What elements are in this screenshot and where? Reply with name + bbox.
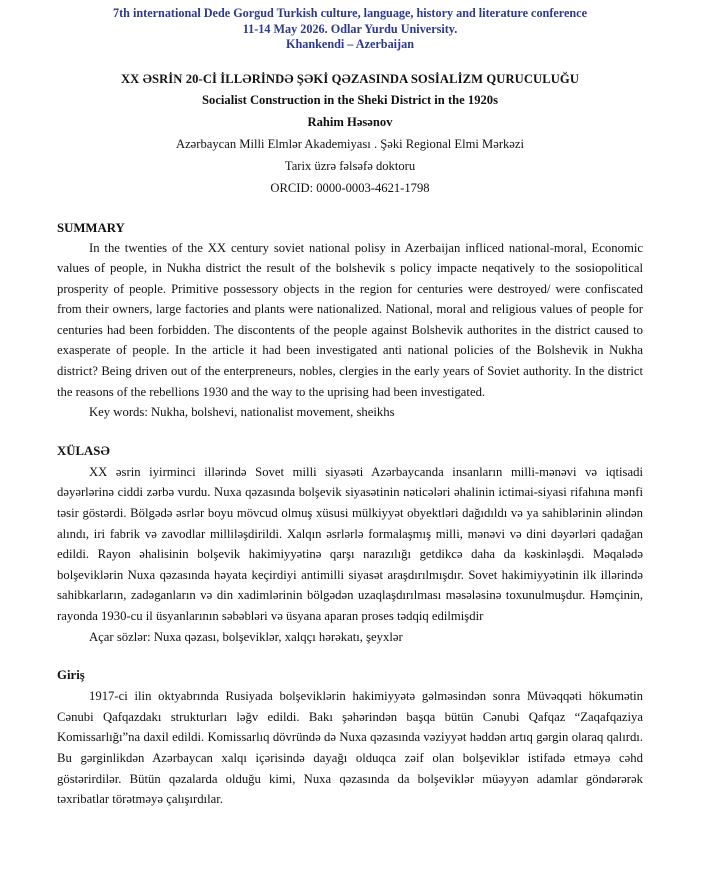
conference-title: 7th international Dede Gorgud Turkish culture, language, history and literature conference: [113, 6, 587, 20]
xulase-heading: XÜLASƏ: [57, 443, 110, 458]
summary-heading: SUMMARY: [57, 220, 125, 235]
conference-location: Khankendi – Azerbaijan: [286, 37, 414, 51]
article-subtitle: Socialist Construction in the Sheki District in the 1920s: [202, 92, 498, 107]
xulase-keywords: Açar sözlər: Nuxa qəzası, bolşeviklər, xalqçı hərəkatı, şeyxlər: [89, 629, 403, 644]
intro-section: [57, 668, 643, 810]
author-degree: Tarix üzrə fəlsəfə doktoru: [284, 158, 416, 173]
conference-header: [57, 6, 643, 53]
xulase-text: XX əsrin iyirminci illərində Sovet milli siyasəti Azərbaycanda insanların milli-mənəvi və iqtisadi dəyərlərinə ciddi zərbə vurdu. Nuxa qəzasında bolşevik siyasətinin nəticələri əhalinin ictimai-siyasi rifahına mənfi təsir göstərdi. Bölgədə əsrlər boyu mövcud olmuş xüsusi mülkiyyət obyektləri dağıdıldı və ya sahiblərinin əlindən alındı, iri fabrik və zavodlar milliləşdirildi. Xalqın əsrlərlə formalaşmış milli, mənəvi və dini dəyərləri qadağan edildi. Rayon əhalisinin bolşevik hakimiyyətinə qarşı narazılığı getdikcə daha da kəskinləşdi. Məqalədə bolşeviklərin Nuxa qəzasında həyata keçirdiyi antimilli siyasət araşdırılmışdır. Sovet hakimiyyətinin ilk illərində sahibkarların, zadəganların və din xadimlərinin bölgədən uzaqlaşdırılması məsələsinə toxunulmuşdur. Həmçinin, rayonda 1930-cu il üsyanlarının səbəbləri və üsyana aparan proses tədqiq edilmişdir: [57, 464, 643, 623]
summary-section: [57, 221, 643, 423]
summary-text: In the twenties of the XX century soviet national polisy in Azerbaijan infliced national-moral, Economic values of people, in Nukha district the result of the bolshevik s policy impacte neqatively to the sosiopolitical prosperity of people. Primitive possessory objects in the region for centuries were destroyed/ were confiscated from their owners, large factories and plants were nationalized. National, moral and religious values of people for centuries had been forbidden. The discontents of the people against Bolshevik authorites in the district caused to exasperate of people. In the article it had been investigated anti national policies of the Bolshevik in Nukha district? Being driven out of the enterpreneurs, nobles, clergies in the early years of Soviet authority. In the district the reasons of the rebellions 1930 and the way to the uprising had been investigated.: [57, 240, 643, 399]
author-name: Rahim Həsənov: [307, 114, 393, 129]
author-meta: [57, 133, 643, 199]
xulase-section: [57, 444, 643, 647]
author-orcid: ORCID: 0000-0003-4621-1798: [270, 180, 430, 195]
conference-dates-venue: 11-14 May 2026. Odlar Yurdu University.: [242, 21, 458, 36]
article-title: XX ƏSRİN 20-Cİ İLLƏRİNDƏ ŞƏKİ QƏZASINDA SOSİALİZM QURUCULUĞU: [120, 71, 580, 86]
intro-text: 1917-ci ilin oktyabrında Rusiyada bolşeviklərin hakimiyyətə gəlməsindən sonra Müvəqqəti hökumətin Cənubi Qafqazdakı strukturları ləğv edildi. Bakı şəhərindən başqa bütün Cənubi Qafqaz “Zaqafqaziya Komissarlığı”na daxil edildi. Komissarlıq dövründə də Nuxa qəzasında vəziyyət həddən artıq gərgin olaraq qalırdı. Bu gərginlikdən Azərbaycan xalqı içərisində dayağı olduqca zəif olan bolşeviklər istifadə etməyə cəhd göstərirdilər. Bütün qəzalarda olduğu kimi, Nuxa qəzasında da bolşeviklər müəyyən adamlar göndərərək təxribatlar törətməyə çalışırdılar.: [57, 689, 643, 807]
intro-heading: Giriş: [57, 668, 85, 683]
author-affiliation: Azərbaycan Milli Elmlər Akademiyası . Şəki Regional Elmi Mərkəzi: [176, 136, 524, 151]
summary-keywords: Key words: Nukha, bolshevi, nationalist movement, sheikhs: [89, 405, 395, 420]
